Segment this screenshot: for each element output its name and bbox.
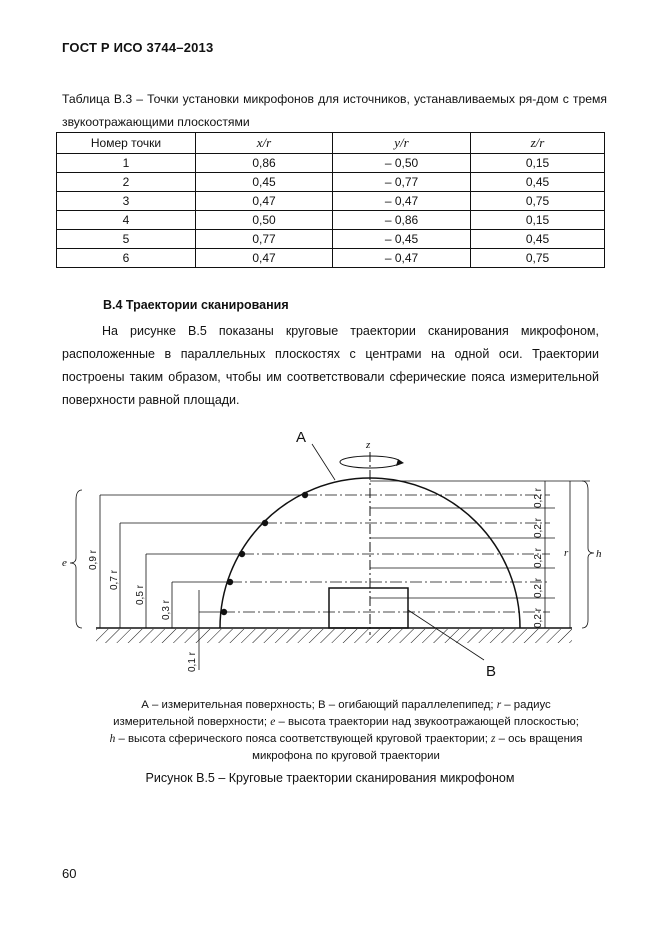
table-cell: 0,15	[471, 211, 605, 230]
legend-symbol-h: h	[109, 733, 116, 745]
legend-line-3b: – ось вращения	[498, 733, 583, 745]
ground-hatch	[96, 629, 572, 643]
table-cell: 4	[57, 211, 196, 230]
table-cell: 0,45	[196, 173, 333, 192]
reference-box	[329, 588, 408, 628]
label-r: r	[564, 547, 569, 559]
legend-line-3a: – высота сферического пояса соответствующей круговой траектории;	[118, 733, 488, 745]
legend-line-2b: – высота траектории над звукоотражающей плоскостью;	[278, 716, 579, 728]
dim-label-0-5r: 0,5 r	[135, 584, 146, 605]
table-cell: 2	[57, 173, 196, 192]
table-row	[57, 154, 605, 173]
left-brace	[70, 490, 82, 628]
table-row	[57, 173, 605, 192]
dim-label-0-1r: 0,1 r	[187, 651, 198, 672]
section-paragraph: На рисунке В.5 показаны круговые траектории сканирования микрофоном, расположенные в параллельных плоскостях с центрами на одной оси. Траектории построены таким образом, чтобы им соответствовали сферические пояса измерительной поверхности равной площади.	[62, 324, 599, 407]
dim-label-right-2: 0,2 r	[533, 517, 544, 538]
table-cell: 0,47	[196, 249, 333, 268]
table-cell: – 0,86	[333, 211, 471, 230]
microphone-points	[221, 492, 308, 615]
rotation-arrowhead	[396, 459, 404, 466]
table-cell: 0,75	[471, 249, 605, 268]
dim-label-right-4: 0,2 r	[533, 577, 544, 598]
section-title: В.4 Траектории сканирования	[103, 298, 289, 312]
table-caption: Таблица В.3 – Точки установки микрофонов для источников, устанавливаемых ря-дом с тремя звукоотражающими плоскостями	[62, 92, 607, 129]
table-cell: 1	[57, 154, 196, 173]
dim-label-right-5: 0,2 r	[533, 607, 544, 628]
table-cell: – 0,45	[333, 230, 471, 249]
table-row	[57, 249, 605, 268]
page-number: 60	[62, 866, 77, 881]
table-cell: – 0,50	[333, 154, 471, 173]
table-cell: 0,75	[471, 192, 605, 211]
table-row	[57, 230, 605, 249]
table-cell: – 0,77	[333, 173, 471, 192]
dim-label-0-3r: 0,3 r	[161, 599, 172, 620]
table-cell: 0,47	[196, 192, 333, 211]
dim-label-right-1: 0,2 r	[533, 487, 544, 508]
table-cell: 0,45	[471, 230, 605, 249]
legend-symbol-r: r	[496, 699, 502, 711]
microphone-positions-table	[56, 132, 605, 268]
legend-symbol-e: e	[270, 716, 276, 728]
scanning-paths-figure	[0, 420, 661, 690]
legend-line-1: А – измерительная поверхность; В – огибающий параллелепипед;	[141, 699, 494, 711]
col-header-z: z/r	[471, 133, 605, 154]
col-header-x: x/r	[196, 133, 333, 154]
legend-symbol-z: z	[491, 733, 496, 745]
col-header-point: Номер точки	[57, 133, 196, 154]
table-cell: 3	[57, 192, 196, 211]
table-header-row	[57, 133, 605, 154]
legend-line-4: микрофона по круговой траектории	[252, 750, 440, 762]
table-cell: 5	[57, 230, 196, 249]
right-brace	[582, 481, 594, 628]
label-e: e	[62, 557, 67, 569]
dim-label-right-3: 0,2 r	[533, 547, 544, 568]
table-cell: 0,77	[196, 230, 333, 249]
dim-label-0-7r: 0,7 r	[109, 569, 120, 590]
table-row	[57, 211, 605, 230]
table-cell: 6	[57, 249, 196, 268]
table-cell: 0,50	[196, 211, 333, 230]
table-row	[57, 192, 605, 211]
document-header: ГОСТ Р ИСО 3744–2013	[62, 40, 214, 55]
label-a: A	[296, 429, 307, 446]
left-dimension-lines	[100, 495, 305, 670]
col-header-y: y/r	[333, 133, 471, 154]
legend-line-2a: измерительной поверхности;	[113, 716, 268, 728]
table-cell: 0,86	[196, 154, 333, 173]
label-h: h	[596, 548, 602, 560]
dim-label-0-9r: 0,9 r	[88, 549, 99, 570]
figure-legend	[86, 697, 606, 765]
table-cell: – 0,47	[333, 249, 471, 268]
table-cell: 0,45	[471, 173, 605, 192]
label-b: B	[486, 663, 497, 680]
leader-a	[312, 444, 335, 480]
belt-lines	[370, 481, 590, 598]
legend-line-1b: – радиус	[504, 699, 551, 711]
table-cell: – 0,47	[333, 192, 471, 211]
label-z: z	[366, 439, 371, 451]
table-cell: 0,15	[471, 154, 605, 173]
figure-caption: Рисунок В.5 – Круговые траектории сканирования микрофоном	[145, 771, 515, 785]
